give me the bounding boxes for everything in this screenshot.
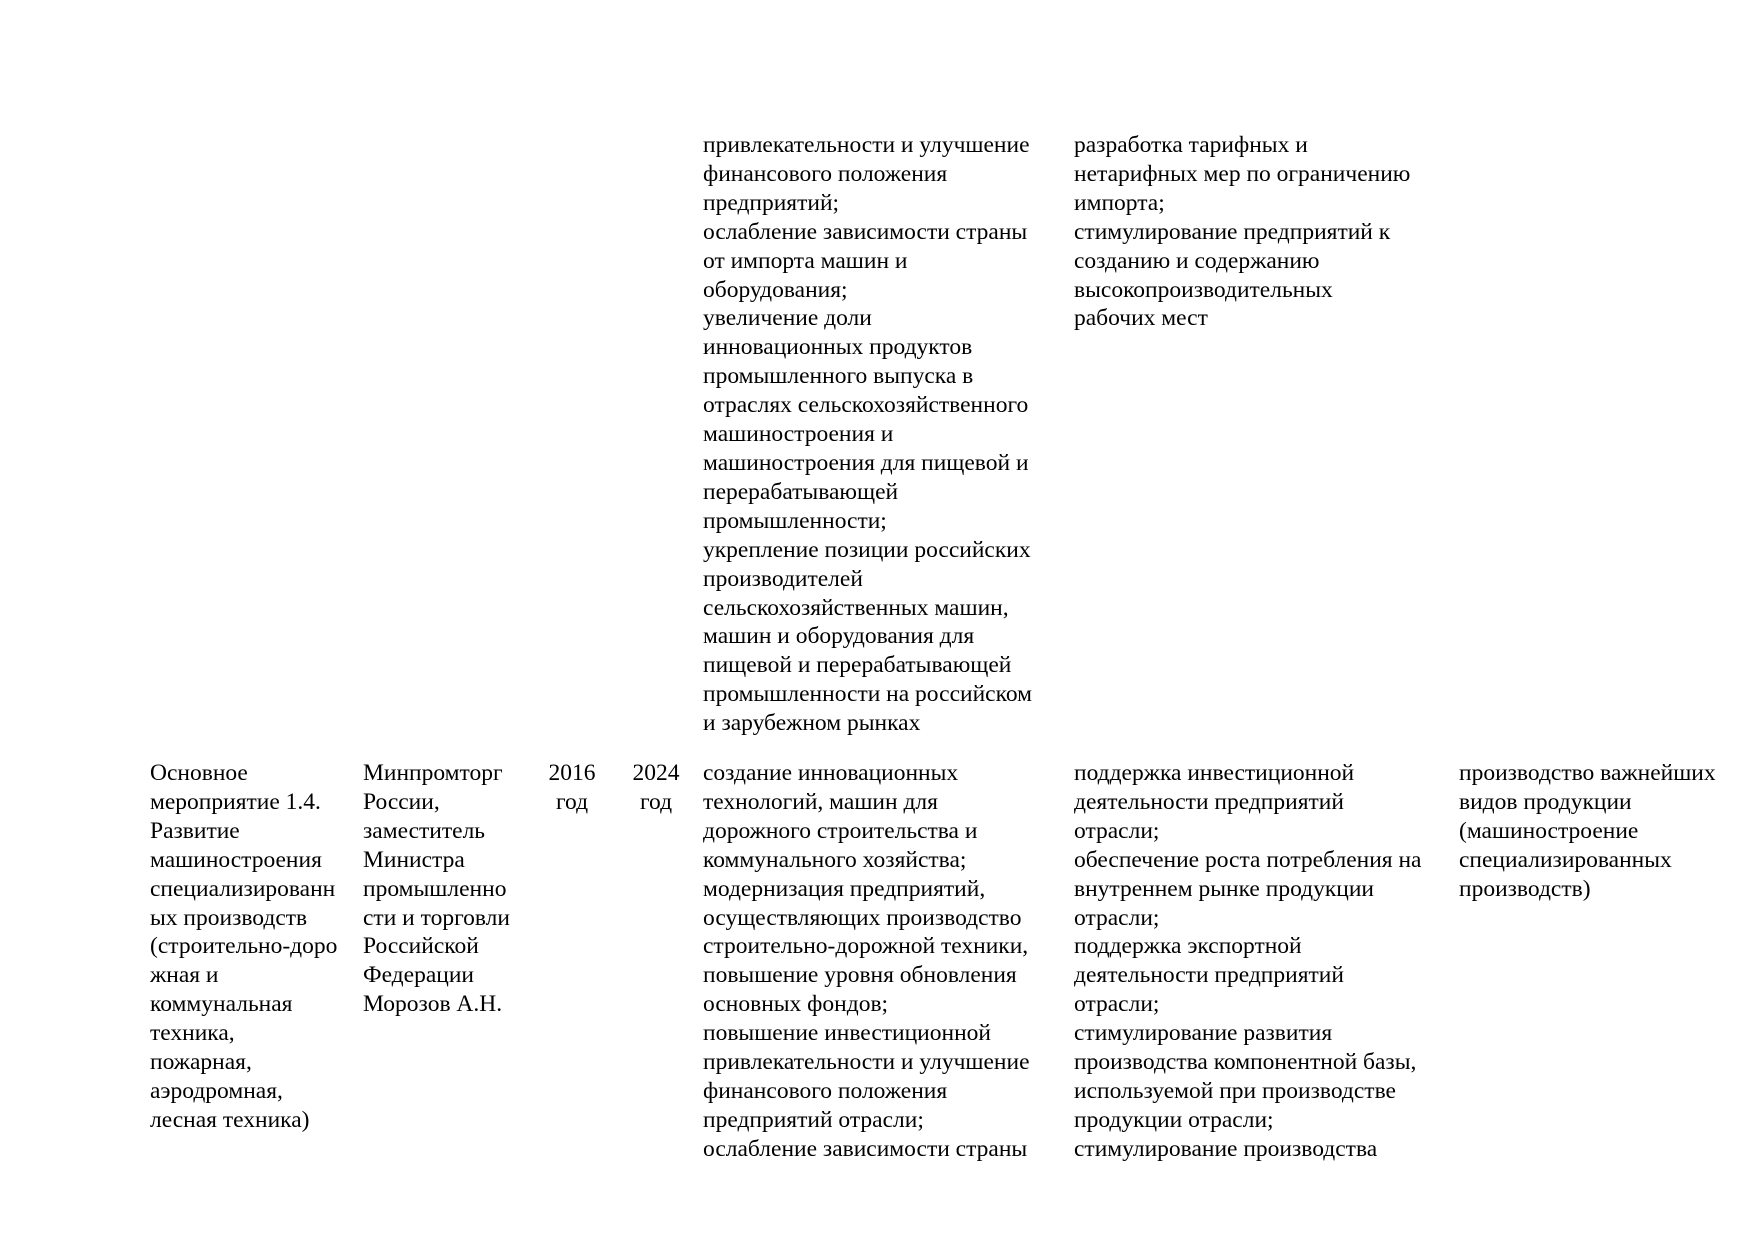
text-line: перерабатывающей [703, 478, 899, 505]
text-line: деятельности предприятий [1074, 788, 1344, 815]
text-line: обеспечение роста потребления на [1074, 846, 1422, 873]
text-line: видов продукции [1459, 788, 1632, 815]
text-line: Российской [363, 933, 479, 960]
text-line: отрасли; [1074, 991, 1160, 1018]
text-line: рабочих мест [1074, 305, 1208, 332]
text-line: нетарифных мер по ограничению [1074, 160, 1411, 187]
text-line: сти и торговли [363, 904, 510, 931]
text-line: сельскохозяйственных машин, [703, 594, 1009, 621]
text-line: отрасли; [1074, 904, 1160, 931]
text-line: специализированн [150, 875, 336, 902]
text-line: (машиностроение [1459, 817, 1639, 844]
text-line: коммунального хозяйства; [703, 846, 967, 873]
text-line: поддержка инвестиционной [1074, 760, 1355, 786]
text-line: строительно-дорожной техники, [703, 933, 1029, 960]
text-line: привлекательности и улучшение [703, 132, 1030, 158]
text-line: машиностроения для пищевой и [703, 449, 1029, 476]
measure-name-cell [150, 759, 358, 1135]
text-line: заместитель [363, 817, 486, 844]
text-line: инновационных продуктов [703, 334, 973, 361]
text-line: промышленности; [703, 507, 887, 534]
text-line: финансового положения [703, 1077, 948, 1104]
text-line: промышленно [363, 875, 507, 902]
text-line: разработка тарифных и [1074, 132, 1308, 158]
text-line: ослабление зависимости страны [703, 218, 1028, 245]
text-line: предприятий отрасли; [703, 1106, 924, 1133]
text-line: деятельности предприятий [1074, 962, 1344, 989]
responsible-executor-cell [363, 759, 529, 1019]
text-line: и зарубежном рынках [703, 710, 921, 737]
text-line: отраслях сельскохозяйственного [703, 392, 1029, 419]
text-line: коммунальная [150, 991, 293, 1018]
text-line: производство важнейших [1459, 760, 1716, 786]
text-line: пищевой и перерабатывающей [703, 652, 1012, 679]
text-line: увеличение доли [703, 305, 872, 332]
text-line: дорожного строительства и [703, 817, 978, 844]
text-line: специализированных [1459, 846, 1672, 873]
text-line: финансового положения [703, 160, 948, 187]
text-line: стимулирование производства [1074, 1135, 1378, 1162]
text-line: отрасли; [1074, 817, 1160, 844]
expected-results-cell [703, 759, 1068, 1164]
text-line: машин и оборудования для [703, 623, 975, 650]
text-line: от импорта машин и [703, 247, 908, 274]
text-line: Основное [150, 760, 248, 786]
text-line: осуществляющих производство [703, 904, 1022, 931]
text-line: ых производств [150, 904, 308, 931]
text-line: производств) [1459, 875, 1591, 902]
indicators-cell [1459, 759, 1749, 904]
text-line: привлекательности и улучшение [703, 1049, 1030, 1076]
text-line: повышение уровня обновления [703, 962, 1017, 989]
text-line: производства компонентной базы, [1074, 1049, 1417, 1076]
text-line: оборудования; [703, 276, 848, 303]
text-line: Морозов А.Н. [363, 991, 503, 1018]
text-line: 2016 [548, 760, 596, 786]
text-line: основных фондов; [703, 991, 889, 1018]
main-directions-cell [1074, 759, 1454, 1164]
text-line: внутреннем рынке продукции [1074, 875, 1374, 902]
text-line: технологий, машин для [703, 788, 938, 815]
text-line: Федерации [363, 962, 474, 989]
text-line: ослабление зависимости страны [703, 1135, 1028, 1162]
text-line: машиностроения и [703, 421, 894, 448]
text-line: год [639, 788, 673, 815]
text-line: пожарная, [150, 1049, 252, 1076]
text-line: России, [363, 788, 440, 815]
text-line: машиностроения [150, 846, 322, 873]
text-line: год [555, 788, 589, 815]
text-line: Минпромторг [363, 760, 503, 786]
text-line: жная и [150, 962, 219, 989]
text-line: Министра [363, 846, 465, 873]
text-line: создание инновационных [703, 760, 959, 786]
continuation-expected-results-cell [703, 131, 1063, 738]
text-line: укрепление позиции российских [703, 536, 1031, 563]
text-line: модернизация предприятий, [703, 875, 986, 902]
text-line: лесная техника) [150, 1106, 310, 1133]
text-line: производителей [703, 565, 863, 592]
text-line: стимулирование предприятий к [1074, 218, 1391, 245]
text-line: продукции отрасли; [1074, 1106, 1274, 1133]
text-line: промышленного выпуска в [703, 363, 974, 390]
text-line: 2024 [632, 760, 680, 786]
text-line: высокопроизводительных [1074, 276, 1333, 303]
text-line: аэродромная, [150, 1077, 283, 1104]
text-line: повышение инвестиционной [703, 1020, 991, 1047]
text-line: мероприятие 1.4. [150, 788, 321, 815]
text-line: используемой при производстве [1074, 1077, 1396, 1104]
text-line: поддержка экспортной [1074, 933, 1302, 960]
continuation-main-directions-cell [1074, 131, 1454, 333]
text-line: импорта; [1074, 189, 1165, 216]
text-line: предприятий; [703, 189, 840, 216]
text-line: промышленности на российском [703, 681, 1032, 708]
text-line: стимулирование развития [1074, 1020, 1333, 1047]
text-line: (строительно-доро [150, 933, 338, 960]
text-line: техника, [150, 1020, 235, 1047]
text-line: Развитие [150, 817, 240, 844]
text-line: созданию и содержанию [1074, 247, 1320, 274]
end-year-cell [622, 759, 690, 817]
start-year-cell [538, 759, 606, 817]
